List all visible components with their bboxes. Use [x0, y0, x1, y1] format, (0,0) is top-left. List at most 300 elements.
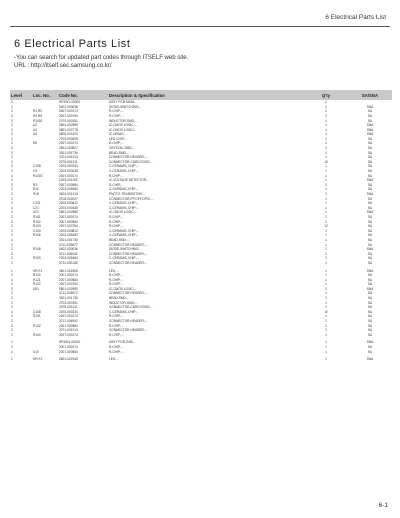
cell-level: 1 — [11, 268, 13, 273]
cell-sa-sna: SA — [367, 164, 373, 169]
cell-level: 2 — [11, 345, 13, 350]
cell-code-no: 3711-000145 — [59, 260, 78, 265]
cell-qty: 1 — [325, 136, 327, 141]
cell-code-no: 3301-001736 — [59, 296, 78, 301]
cell-sa-sna: SNA — [366, 104, 374, 109]
cell-qty: 1 — [325, 256, 327, 261]
cell-sa-sna: SNA — [366, 340, 374, 345]
cell-level: 2 — [11, 192, 13, 197]
cell-level: 2 — [11, 187, 13, 192]
cell-loc-no: R109 — [33, 256, 41, 261]
cell-level: 2 — [11, 242, 13, 247]
cell-qty: 1 — [325, 127, 327, 132]
cell-code-no: 2007-000584 — [59, 277, 78, 282]
cell-code-no: 0806-001320 — [59, 132, 78, 137]
cell-description: R-CHIP;... — [109, 345, 124, 350]
cell-qty: 1 — [325, 305, 327, 310]
cell-loc-no: R102 — [33, 219, 41, 224]
cell-description: DIODE-SWITCHING;... — [109, 247, 142, 252]
cell-description: IC-CMOS LOGIC;... — [109, 286, 138, 291]
cell-sa-sna: SNA — [366, 286, 374, 291]
cell-description: CONNECTOR-HEADER;... — [109, 260, 148, 265]
cell-sa-sna: SA — [367, 323, 373, 328]
cell-code-no: 2703-000151 — [59, 118, 78, 123]
cell-level: 2 — [11, 349, 13, 354]
cell-sa-sna: SA — [367, 256, 373, 261]
cell-code-no: 3701-001313 — [59, 328, 78, 333]
cell-code-no: 2007-000584 — [59, 219, 78, 224]
column-header-code: Code No. — [58, 90, 108, 100]
cell-level: 2 — [11, 291, 13, 296]
cell-code-no: 2007-000754 — [59, 224, 78, 229]
cell-code-no: 2203-000233 — [59, 309, 78, 314]
cell-description: CONNECTOR-HEADER;... — [109, 251, 148, 256]
cell-loc-no: C108 — [33, 309, 41, 314]
cell-code-no: 3701-001313 — [59, 155, 78, 160]
cell-description: DIODE-SWITCHING;... — [109, 104, 142, 109]
cell-qty: 1 — [325, 242, 327, 247]
cell-sa-sna: SA — [367, 224, 373, 229]
parts-table-body — [10, 100, 392, 362]
cell-loc-no: HR-F1 — [33, 268, 43, 273]
cell-loc-no: R122 — [33, 282, 41, 287]
cell-loc-no: R1002 — [33, 118, 43, 123]
cell-sa-sna: SA — [367, 251, 373, 256]
cell-level: 2 — [11, 237, 13, 242]
cell-description: CONNECTOR-HEADER;... — [109, 155, 148, 160]
cell-loc-no: R120 — [33, 273, 41, 278]
cell-sa-sna: SNA — [366, 247, 374, 252]
cell-level: 2 — [11, 251, 13, 256]
cell-loc-no: R3 — [33, 182, 38, 187]
cell-sa-sna: SA — [367, 260, 373, 265]
cell-qty: 2 — [325, 113, 327, 118]
page-number: 6-1 — [378, 502, 388, 509]
cell-sa-sna: SNA — [366, 178, 374, 183]
cell-level: 2 — [11, 256, 13, 261]
cell-code-no: 2203-000238 — [59, 169, 78, 174]
cell-loc-no: R6 — [33, 141, 38, 146]
cell-loc-no: R108 — [33, 247, 41, 252]
cell-description: R-CHIP;... — [109, 214, 124, 219]
cell-sa-sna: SA — [367, 146, 373, 151]
cell-description: C-CERAMIC,CHIP;... — [109, 164, 140, 169]
cell-sa-sna: SA — [367, 242, 373, 247]
cell-level: 2 — [11, 146, 13, 151]
cell-loc-no: U4 — [33, 132, 38, 137]
cell-sa-sna: SNA — [366, 123, 374, 128]
table-header-row — [10, 90, 392, 100]
cell-qty: 1 — [325, 300, 327, 305]
cell-sa-sna: SA — [367, 205, 373, 210]
cell-loc-no: C21 — [33, 205, 39, 210]
cell-qty: 1 — [325, 277, 327, 282]
cell-loc-no: U3 — [33, 127, 38, 132]
cell-description: R-CHIP;... — [109, 219, 124, 224]
cell-description: C-CERAMIC,CHIP;... — [109, 201, 140, 206]
cell-loc-no: R1,R2 — [33, 109, 43, 114]
cell-loc-no: R131 — [33, 314, 41, 319]
cell-code-no: 3709-001211 — [59, 305, 78, 310]
cell-level: 1 — [11, 100, 13, 105]
cell-level: 2 — [11, 247, 13, 252]
cell-qty: 1 — [325, 319, 327, 324]
cell-code-no: 2007-000174 — [59, 109, 78, 114]
cell-qty: 1 — [325, 251, 327, 256]
cell-level: 2 — [11, 169, 13, 174]
cell-code-no: 2703-000151 — [59, 300, 78, 305]
cell-level: 2 — [11, 224, 13, 229]
cell-level: 2 — [11, 228, 13, 233]
cell-level: 2 — [11, 277, 13, 282]
cell-loc-no: R106 — [33, 233, 41, 238]
cell-code-no: 2203-005484 — [59, 187, 78, 192]
cell-sa-sna: SA — [367, 109, 373, 114]
cell-level: 2 — [11, 155, 13, 160]
cell-loc-no: R3,R5 — [33, 113, 43, 118]
cell-qty: 1 — [325, 349, 327, 354]
cell-level: 2 — [11, 141, 13, 146]
cell-level: 2 — [11, 113, 13, 118]
url-note: URL : http://itself.sec.samsung.co.kr/ — [14, 63, 112, 69]
cell-code-no: 2007-000174 — [59, 141, 78, 146]
cell-qty: 10 — [324, 159, 328, 164]
cell-sa-sna: SA — [367, 237, 373, 242]
cell-sa-sna: SA — [367, 219, 373, 224]
cell-qty: 1 — [325, 237, 327, 242]
cell-qty: 1 — [325, 196, 327, 201]
cell-sa-sna: SA — [367, 319, 373, 324]
cell-sa-sna: SA — [367, 282, 373, 287]
parts-table — [10, 90, 392, 362]
cell-qty: 1 — [325, 100, 327, 105]
cell-loc-no: R11 — [33, 187, 39, 192]
cell-description: BEAD-SMD;... — [109, 150, 130, 155]
cell-code-no: 2703-000005 — [59, 136, 78, 141]
cell-qty: 1 — [325, 268, 327, 273]
cell-sa-sna: SA — [367, 349, 373, 354]
cell-sa-sna: SNA — [366, 268, 374, 273]
cell-description: C-CERAMIC,CHIP;... — [109, 233, 140, 238]
cell-loc-no: R1003 — [33, 173, 43, 178]
cell-qty: 1 — [325, 345, 327, 350]
cell-level: 2 — [11, 178, 13, 183]
cell-code-no: 0801-002589 — [59, 210, 78, 215]
cell-sa-sna: SA — [367, 277, 373, 282]
cell-description: INDUCTOR-SMD;... — [109, 118, 138, 123]
cell-loc-no: R132 — [33, 323, 41, 328]
cell-sa-sna: SNA — [366, 132, 374, 137]
cell-level: 2 — [11, 305, 13, 310]
cell-qty: 1 — [325, 291, 327, 296]
cell-sa-sna: SA — [367, 309, 373, 314]
cell-level: 2 — [11, 296, 13, 301]
cell-description: LED-CHIP;... — [109, 136, 128, 141]
cell-sa-sna: SA — [367, 196, 373, 201]
cell-description: CONNECTOR-FPC/FFC/PIC;... — [109, 196, 154, 201]
cell-code-no: 2007-000174 — [59, 273, 78, 278]
cell-qty: 10 — [324, 309, 328, 314]
cell-sa-sna: SA — [367, 305, 373, 310]
cell-description: CONNECTOR-CARD EDGE;... — [109, 159, 154, 164]
cell-qty: 1 — [325, 247, 327, 252]
table-row — [10, 357, 392, 362]
cell-level: 2 — [11, 132, 13, 137]
header-rule — [10, 26, 390, 27]
cell-code-no: 2203-000812 — [59, 201, 78, 206]
cell-qty: 1 — [325, 104, 327, 109]
cell-code-no: 2203-000438 — [59, 205, 78, 210]
cell-description: R-CHIP;... — [109, 349, 124, 354]
cell-qty: 1 — [325, 214, 327, 219]
cell-sa-sna: SA — [367, 296, 373, 301]
cell-description: R-CHIP;... — [109, 182, 124, 187]
cell-code-no: 0601-002345 — [59, 268, 78, 273]
cell-sa-sna: SA — [367, 159, 373, 164]
cell-qty: 1 — [325, 164, 327, 169]
cell-qty: 2 — [325, 109, 327, 114]
cell-loc-no: C108 — [33, 164, 41, 169]
cell-description: CONNECTOR-HEADER;... — [109, 319, 148, 324]
cell-level: 2 — [11, 282, 13, 287]
cell-description: LED;... — [109, 268, 119, 273]
cell-description: BEAD-SMD;... — [109, 237, 130, 242]
cell-sa-sna: SA — [367, 173, 373, 178]
cell-sa-sna: SA — [367, 169, 373, 174]
cell-qty: 1 — [325, 314, 327, 319]
cell-level: 2 — [11, 286, 13, 291]
cell-qty: 1 — [325, 228, 327, 233]
cell-code-no: 2007-000174 — [59, 314, 78, 319]
cell-level: 2 — [11, 182, 13, 187]
cell-loc-no: R101 — [33, 214, 41, 219]
cell-sa-sna: SNA — [366, 127, 374, 132]
cell-code-no: 2203-000812 — [59, 228, 78, 233]
cell-qty: 1 — [325, 132, 327, 137]
cell-code-no: 0801-002589 — [59, 123, 78, 128]
cell-qty: 1 — [325, 205, 327, 210]
cell-level: 2 — [11, 205, 13, 210]
cell-code-no: 0801-002778 — [59, 127, 78, 132]
cell-code-no: 3708-002027 — [59, 196, 78, 201]
cell-loc-no: HR-F2 — [33, 357, 43, 362]
cell-code-no: 3711-003872 — [59, 291, 78, 296]
cell-level: 2 — [11, 127, 13, 132]
cell-qty: 1 — [325, 286, 327, 291]
cell-description: R-CHIP;... — [109, 113, 124, 118]
cell-description: C-CERAMIC,CHIP;... — [109, 205, 140, 210]
cell-description: R-CHIP;... — [109, 282, 124, 287]
cell-code-no: 2007-000584 — [59, 323, 78, 328]
cell-level: 2 — [11, 273, 13, 278]
cell-level: 2 — [11, 196, 13, 201]
cell-code-no: HR1W1-0000X — [59, 100, 81, 105]
cell-qty: 1 — [325, 210, 327, 215]
cell-sa-sna: SNA — [366, 192, 374, 197]
cell-description: C-CERAMIC,CHIP;... — [109, 169, 140, 174]
cell-loc-no: U21 — [33, 210, 39, 215]
cell-loc-no: R140 — [33, 332, 41, 337]
cell-code-no: 2007-000174 — [59, 214, 78, 219]
cell-description: CONNECTOR-HEADER;... — [109, 242, 148, 247]
cell-code-no: 2007-000174 — [59, 173, 78, 178]
cell-description: CONNECTOR-HEADER;... — [109, 291, 148, 296]
cell-code-no: 2007-000764 — [59, 282, 78, 287]
cell-sa-sna: SA — [367, 291, 373, 296]
cell-description: R-CHIP;... — [109, 273, 124, 278]
cell-sa-sna: SA — [367, 228, 373, 233]
cell-code-no: HR1W1-0001X — [59, 340, 81, 345]
cell-qty: 1 — [325, 296, 327, 301]
cell-level: 2 — [11, 118, 13, 123]
cell-code-no: 0601-002345 — [59, 357, 78, 362]
column-header-level: Level — [10, 90, 32, 100]
cell-level: 2 — [11, 332, 13, 337]
cell-code-no: 3711-003872 — [59, 242, 78, 247]
cell-qty: 1 — [325, 169, 327, 174]
cell-qty: 1 — [325, 192, 327, 197]
cell-qty: 1 — [325, 173, 327, 178]
cell-sa-sna: SA — [367, 233, 373, 238]
cell-qty: 1 — [325, 282, 327, 287]
cell-description: ASSY PCB-MAIN;... — [109, 100, 138, 105]
cell-description: PHOTO-TRANSISTOR;... — [109, 192, 146, 197]
cell-code-no: 2203-000233 — [59, 164, 78, 169]
cell-description: IC-DRAM;... — [109, 132, 127, 137]
cell-description: IC-CMOS LOGIC;... — [109, 123, 138, 128]
cell-sa-sna: SA — [367, 214, 373, 219]
cell-code-no: 2007-000174 — [59, 345, 78, 350]
cell-code-no: 2007-000584 — [59, 182, 78, 187]
cell-sa-sna: SNA — [366, 357, 374, 362]
cell-qty: 1 — [325, 187, 327, 192]
column-header-loc: Loc. No. — [32, 90, 58, 100]
cell-sa-sna: SA — [367, 118, 373, 123]
cell-sa-sna: SA — [367, 141, 373, 146]
cell-code-no: 2203-005482 — [59, 233, 78, 238]
cell-qty: 1 — [325, 178, 327, 183]
cell-description: R-CHIP;... — [109, 173, 124, 178]
cell-qty: 1 — [325, 323, 327, 328]
cell-qty: 1 — [325, 201, 327, 206]
cell-level: 1 — [11, 357, 13, 362]
cell-description: BEAD-SMD;... — [109, 296, 130, 301]
cell-level: 2 — [11, 214, 13, 219]
cell-code-no: 3301-001736 — [59, 237, 78, 242]
cell-qty: 1 — [325, 150, 327, 155]
cell-level: 2 — [11, 210, 13, 215]
cell-description: INDUCTOR-SMD;... — [109, 300, 138, 305]
cell-description: ASSY PCB-SUB;... — [109, 340, 137, 345]
page-title: 6 Electrical Parts List — [14, 38, 131, 50]
cell-sa-sna: SA — [367, 314, 373, 319]
cell-level: 2 — [11, 319, 13, 324]
cell-code-no: 3301-001736 — [59, 150, 78, 155]
cell-loc-no: C101 — [33, 201, 41, 206]
cell-code-no: 3711-004542 — [59, 251, 78, 256]
cell-code-no: 3711-004542 — [59, 319, 78, 324]
cell-qty: 1 — [325, 328, 327, 333]
cell-level: 2 — [11, 201, 13, 206]
cell-sa-sna: SA — [367, 150, 373, 155]
cell-code-no: 0402-000036 — [59, 247, 78, 252]
cell-sa-sna: SA — [367, 113, 373, 118]
cell-sa-sna: SA — [367, 136, 373, 141]
cell-description: R-CHIP;... — [109, 141, 124, 146]
cell-code-no: 2007-000174 — [59, 332, 78, 337]
column-header-sa: SA/SNA — [348, 90, 392, 100]
cell-level: 2 — [11, 123, 13, 128]
cell-level: 2 — [11, 309, 13, 314]
cell-sa-sna: SA — [367, 332, 373, 337]
cell-description: R-CHIP;... — [109, 277, 124, 282]
cell-level: 2 — [11, 173, 13, 178]
column-header-qty: Q'ty — [304, 90, 348, 100]
cell-code-no: 0604-001213 — [59, 192, 78, 197]
cell-description: IC-CMOS LOGIC;... — [109, 127, 138, 132]
cell-level: 2 — [11, 159, 13, 164]
cell-description: R-CHIP;... — [109, 323, 124, 328]
cell-description: CONNECTOR-HEADER;... — [109, 328, 148, 333]
cell-qty: 1 — [325, 141, 327, 146]
cell-sa-sna: SA — [367, 182, 373, 187]
cell-sa-sna: SA — [367, 155, 373, 160]
cell-level: 2 — [11, 328, 13, 333]
cell-level: 2 — [11, 219, 13, 224]
cell-description: R-CHIP;... — [109, 332, 124, 337]
cell-code-no: 1003-001105 — [59, 178, 78, 183]
cell-code-no: 0402-000036 — [59, 104, 78, 109]
search-note: -You can search for updated part codes through ITSELF web site. — [14, 55, 189, 61]
cell-qty: 1 — [325, 146, 327, 151]
cell-sa-sna: SA — [367, 328, 373, 333]
cell-loc-no: U10 — [33, 349, 39, 354]
cell-qty: 1 — [325, 182, 327, 187]
cell-level: 2 — [11, 104, 13, 109]
cell-qty: 1 — [325, 340, 327, 345]
cell-qty: 1 — [325, 123, 327, 128]
cell-code-no: 2801-003827 — [59, 146, 78, 151]
cell-loc-no: R18 — [33, 192, 39, 197]
cell-description: IC-CMOS LOGIC;... — [109, 210, 138, 215]
column-header-description: Description & Specification — [108, 90, 304, 100]
cell-code-no: 3709-001211 — [59, 159, 78, 164]
cell-qty: 1 — [325, 357, 327, 362]
cell-qty: 12 — [324, 224, 328, 229]
cell-sa-sna: SNA — [366, 210, 374, 215]
running-header: 6 Electrical Parts List — [325, 14, 386, 21]
cell-description: C-CERAMIC,CHIP;... — [109, 256, 140, 261]
cell-loc-no: C104 — [33, 228, 41, 233]
cell-loc-no: U2 — [33, 123, 38, 128]
cell-level: 2 — [11, 260, 13, 265]
cell-qty: 1 — [325, 260, 327, 265]
cell-description: C-CERAMIC,CHIP;... — [109, 309, 140, 314]
cell-loc-no: R121 — [33, 277, 41, 282]
cell-qty: 1 — [325, 233, 327, 238]
cell-qty: 1 — [325, 155, 327, 160]
cell-qty: 1 — [325, 118, 327, 123]
cell-qty: 1 — [325, 273, 327, 278]
cell-description: R-CHIP;... — [109, 314, 124, 319]
cell-sa-sna: SA — [367, 273, 373, 278]
cell-loc-no: U51 — [33, 286, 39, 291]
cell-description: CONNECTOR-CARD EDGE;... — [109, 305, 154, 310]
cell-code-no: 2203-005484 — [59, 256, 78, 261]
cell-description: R-CHIP;... — [109, 109, 124, 114]
cell-level: 1 — [11, 340, 13, 345]
cell-loc-no: C9 — [33, 169, 38, 174]
